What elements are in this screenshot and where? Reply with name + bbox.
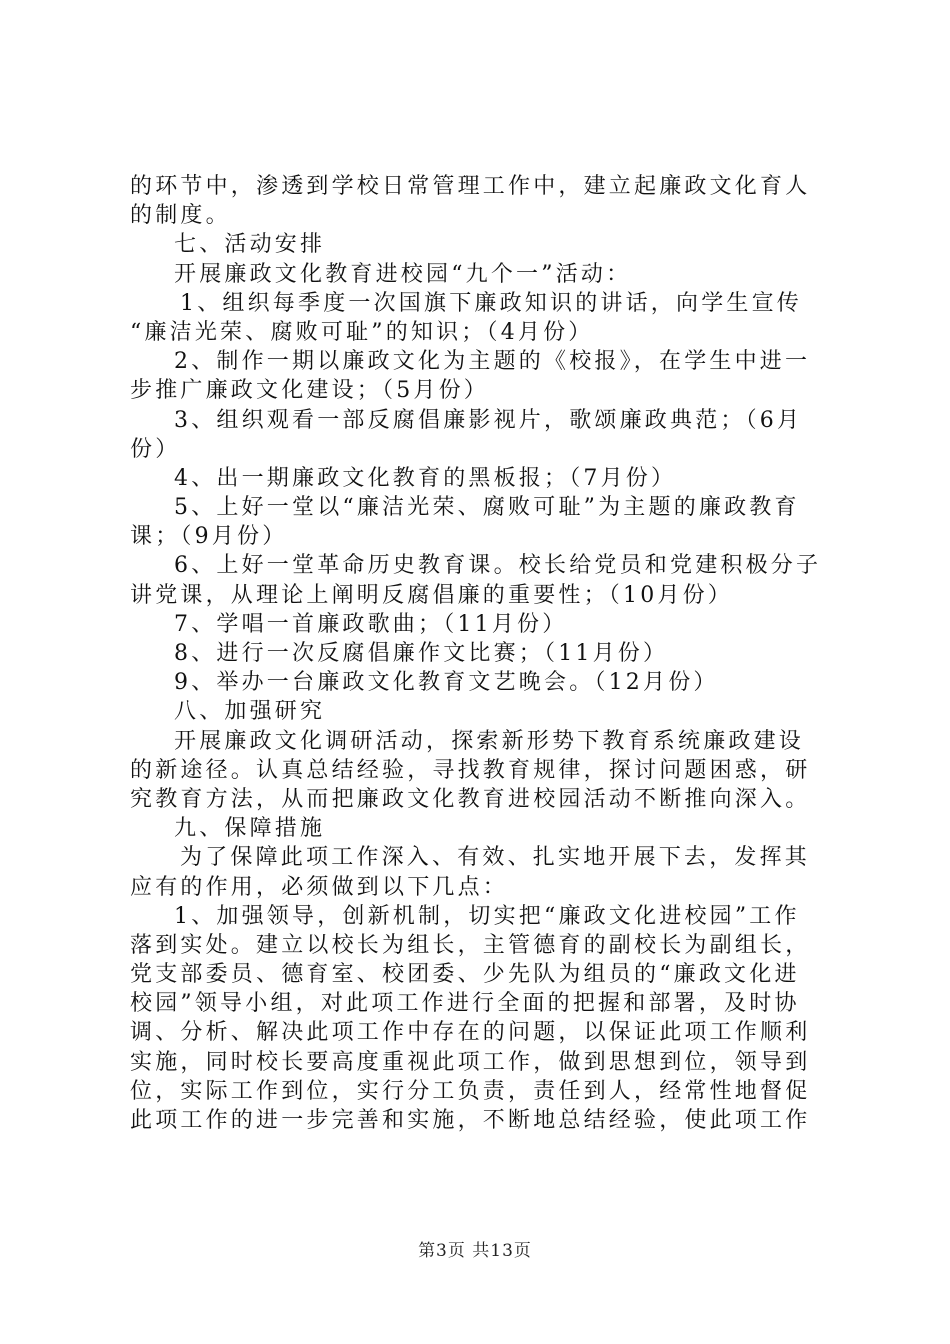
text-line: 落到实处。建立以校长为组长，主管德育的副校长为副组长， — [130, 932, 811, 958]
text-line: 究教育方法，从而把廉政文化教育进校园活动不断推向深入。 — [130, 786, 811, 812]
text-line: “廉洁光荣、腐败可耻”的知识；（4月份） — [130, 319, 594, 345]
text-line: 开展廉政文化调研活动，探索新形势下教育系统廉政建设 — [174, 728, 805, 754]
list-item: 1、组织每季度一次国旗下廉政知识的讲话，向学生宣传 — [180, 290, 802, 316]
text-line: 调、分析、解决此项工作中存在的问题，以保证此项工作顺利 — [130, 1020, 811, 1046]
text-line: 步推广廉政文化建设；（5月份） — [130, 378, 489, 404]
text-line: 课；（9月份） — [130, 524, 288, 550]
text-line: 的环节中，渗透到学校日常管理工作中，建立起廉政文化育人 — [130, 174, 811, 199]
page-number-footer: 第3页 共13页 — [418, 1241, 532, 1261]
text-line: 校园”领导小组，对此项工作进行全面的把握和部署，及时协 — [130, 991, 800, 1017]
list-item: 2、制作一期以廉政文化为主题的《校报》，在学生中进一 — [174, 349, 811, 375]
list-item: 7、学唱一首廉政歌曲；（11月份） — [174, 611, 568, 637]
text-line: 开展廉政文化教育进校园“九个一”活动： — [174, 261, 632, 287]
list-item: 9、举办一台廉政文化教育文艺晚会。（12月份） — [174, 670, 719, 696]
list-item: 4、出一期廉政文化教育的黑板报；（7月份） — [174, 465, 677, 491]
list-item: 3、组织观看一部反腐倡廉影视片，歌颂廉政典范；（6月 — [174, 407, 803, 433]
section-heading: 七、活动安排 — [174, 232, 326, 258]
text-line: 位，实际工作到位，实行分工负责，责任到人，经常性地督促 — [130, 1078, 811, 1104]
text-line: 讲党课，从理论上阐明反腐倡廉的重要性；（10月份） — [130, 582, 733, 608]
text-line: 实施，同时校长要高度重视此项工作，做到思想到位，领导到 — [130, 1049, 811, 1075]
text-line: 的新途径。认真总结经验，寻找教育规律，探讨问题困惑，研 — [130, 757, 811, 783]
list-item: 6、上好一堂革命历史教育课。校长给党员和党建积极分子 — [174, 553, 822, 579]
text-line: 为了保障此项工作深入、有效、扎实地开展下去，发挥其 — [180, 845, 811, 871]
text-line: 应有的作用，必须做到以下几点： — [130, 874, 509, 900]
document-body — [130, 172, 830, 1135]
section-heading: 八、加强研究 — [174, 699, 326, 725]
list-item: 8、进行一次反腐倡廉作文比赛；（11月份） — [174, 641, 669, 666]
list-item: 5、上好一堂以“廉洁光荣、腐败可耻”为主题的廉政教育 — [174, 495, 800, 521]
text-line: 此项工作的进一步完善和实施，不断地总结经验，使此项工作 — [130, 1108, 811, 1133]
text-line: 份） — [130, 436, 181, 462]
list-item: 1、加强领导，创新机制，切实把“廉政文化进校园”工作 — [174, 903, 800, 929]
text-line: 党支部委员、德育室、校团委、少先队为组员的“廉政文化进 — [130, 962, 800, 988]
section-heading: 九、保障措施 — [174, 816, 326, 842]
text-line: 的制度。 — [130, 203, 231, 229]
